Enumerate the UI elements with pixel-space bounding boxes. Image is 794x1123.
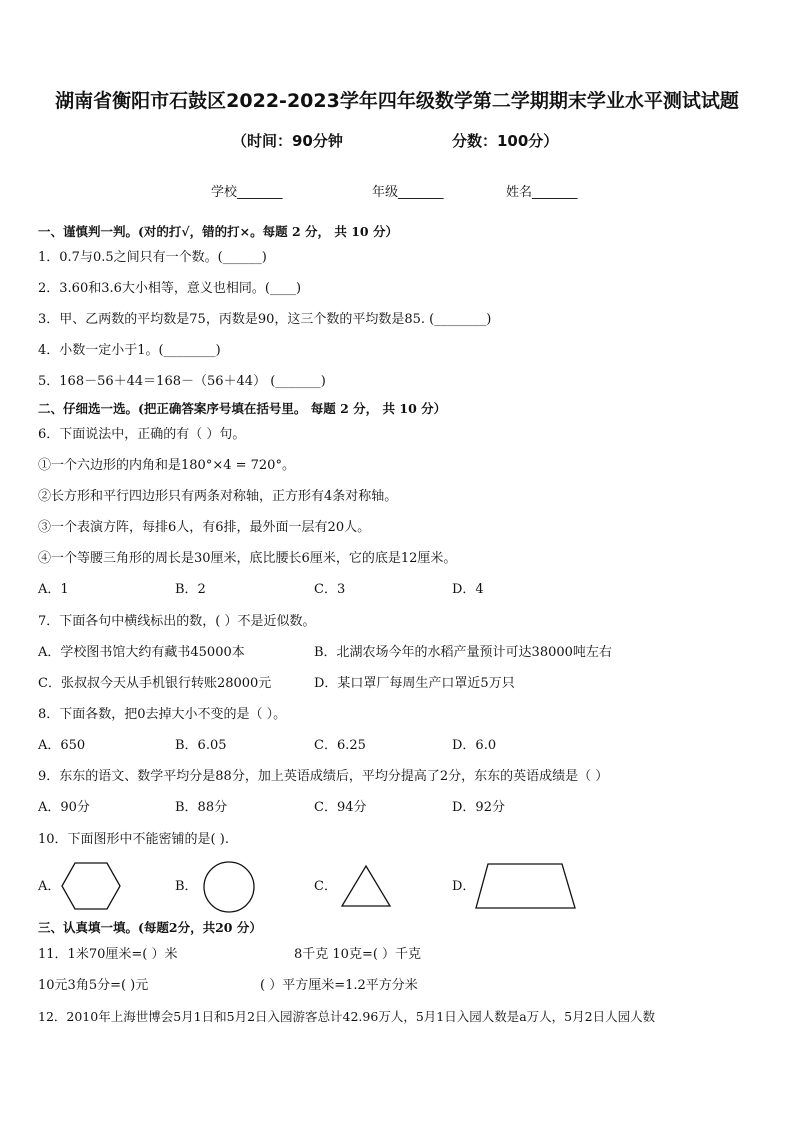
question-5: 5．168－56＋44＝168－（56＋44） (_______) — [38, 374, 326, 389]
question-6-statement-3: ③一个表演方阵，每排6人，有6排，最外面一层有20人。 — [38, 520, 371, 535]
question-6-option-b: B．2 — [175, 582, 206, 597]
question-7-option-a: A．学校图书馆大约有藏书45000本 — [38, 645, 245, 660]
grade-field: 年级_______ — [372, 185, 444, 200]
hexagon-shape — [60, 861, 122, 911]
question-2: 2．3.60和3.6大小相等，意义也相同。(____) — [38, 281, 302, 296]
trapezoid-shape — [474, 862, 578, 910]
question-1: 1．0.7与0.5之间只有一个数。(______) — [38, 250, 267, 265]
question-11-part-3: 10元3角5分=( )元 — [38, 978, 149, 993]
question-7-option-d: D．某口罩厂每周生产口罩近5万只 — [314, 676, 515, 691]
page-title: 湖南省衡阳市石鼓区2022-2023学年四年级数学第二学期期末学业水平测试试题 — [55, 90, 739, 112]
question-10-option-b: B． — [175, 879, 198, 894]
question-9-option-b: B．88分 — [175, 800, 228, 815]
question-4: 4．小数一定小于1。(________) — [38, 343, 221, 358]
question-11-part-2: 8千克 10克=( ）千克 — [294, 947, 422, 962]
question-8-option-c: C．6.25 — [314, 738, 366, 753]
circle-shape — [202, 860, 256, 914]
question-6-option-c: C．3 — [314, 582, 346, 597]
question-8-stem: 8．下面各数，把0去掉大小不变的是（ ）。 — [38, 707, 287, 722]
question-8-option-d: D．6.0 — [452, 738, 497, 753]
section-1-heading: 一、谨慎判一判。(对的打√，错的打×。每题 2 分， 共 10 分） — [38, 224, 398, 239]
question-8-option-b: B．6.05 — [175, 738, 227, 753]
name-field: 姓名_______ — [506, 185, 578, 200]
question-8-option-a: A．650 — [38, 738, 86, 753]
question-9-option-c: C．94分 — [314, 800, 367, 815]
question-9-stem: 9．东东的语文、数学平均分是88分，加上英语成绩后，平均分提高了2分，东东的英语成绩是（ ） — [38, 769, 609, 784]
question-11-part-4: ( ）平方厘米=1.2平方分米 — [260, 978, 418, 993]
exam-time: （时间：90分钟 — [232, 132, 343, 150]
question-6-option-d: D．4 — [452, 582, 484, 597]
school-field: 学校_______ — [211, 185, 283, 200]
question-10-stem: 10．下面图形中不能密铺的是( ). — [38, 832, 229, 847]
section-2-heading: 二、仔细选一选。(把正确答案序号填在括号里。 每题 2 分， 共 10 分） — [38, 401, 447, 416]
question-12: 12．2010年上海世博会5月1日和5月2日入园游客总计42.96万人，5月1日入园人数是a万人，5月2日人园人数 — [38, 1009, 656, 1024]
question-6-stem: 6．下面说法中，正确的有（ ）句。 — [38, 427, 246, 442]
question-6-statement-2: ②长方形和平行四边形只有两条对称轴，正方形有4条对称轴。 — [38, 489, 398, 504]
question-7-stem: 7．下面各句中横线标出的数，( ）不是近似数。 — [38, 614, 316, 629]
triangle-shape — [340, 864, 392, 908]
question-9-option-d: D．92分 — [452, 800, 505, 815]
question-11-part-1: 11．1米70厘米=( ）米 — [38, 947, 178, 962]
question-7-option-c: C．张叔叔今天从手机银行转账28000元 — [38, 676, 272, 691]
question-3: 3．甲、乙两数的平均数是75，丙数是90，这三个数的平均数是85. (________) — [38, 312, 492, 327]
question-6-option-a: A．1 — [38, 582, 69, 597]
exam-score: 分数：100分） — [452, 132, 559, 150]
section-3-heading: 三、认真填一填。(每题2分，共20 分） — [38, 920, 262, 935]
question-6-statement-1: ①一个六边形的内角和是180°×4 = 720°。 — [38, 458, 295, 473]
question-10-option-c: C． — [314, 879, 337, 894]
question-10-option-a: A． — [38, 879, 61, 894]
question-9-option-a: A．90分 — [38, 800, 90, 815]
question-10-option-d: D． — [452, 879, 476, 894]
question-6-statement-4: ④一个等腰三角形的周长是30厘米，底比腰长6厘米，它的底是12厘米。 — [38, 551, 457, 566]
question-7-option-b: B．北湖农场今年的水稻产量预计可达38000吨左右 — [314, 645, 612, 660]
